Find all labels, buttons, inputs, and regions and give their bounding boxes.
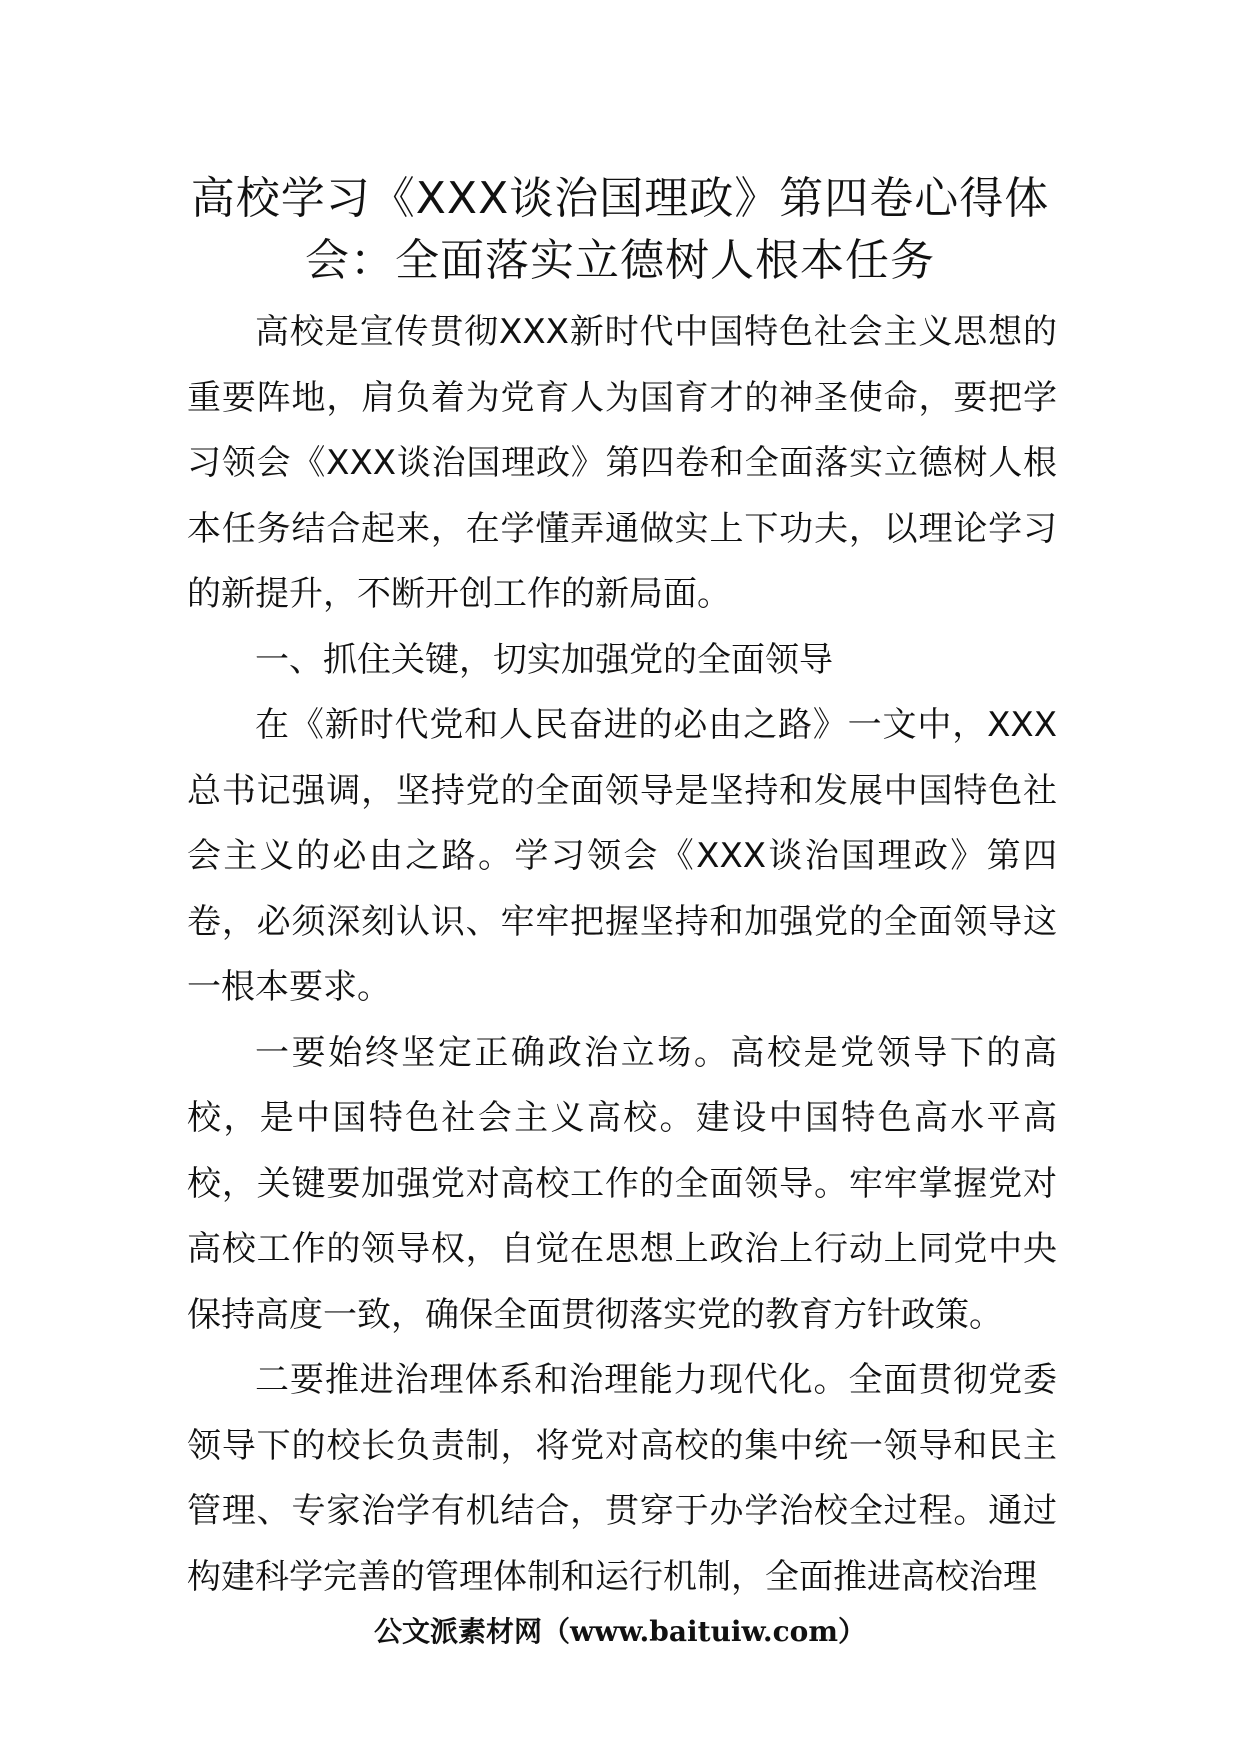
document-title [180,168,1060,292]
body-paragraph: 在《新时代党和人民奋进的必由之路》一文中，XXX总书记强调，坚持党的全面领导是坚持和发展中国特色社会主义的必由之路。学习领会《XXX谈治国理政》第四卷，必须深刻认识、牢牢把握坚持和加强党的全面领导这一根本要求。 [187,705,1057,1007]
body-paragraph: 一要始终坚定正确政治立场。高校是党领导下的高校，是中国特色社会主义高校。建设中国特色高水平高校，关键要加强党对高校工作的全面领导。牢牢掌握党对高校工作的领导权，自觉在思想上政治上行动上同党中央保持高度一致，确保全面贯彻落实党的教育方针政策。 [187,1032,1057,1335]
intro-paragraph: 高校是宣传贯彻XXX新时代中国特色社会主义思想的重要阵地，肩负着为党育人为国育才的神圣使命，要把学习领会《XXX谈治国理政》第四卷和全面落实立德树人根本任务结合起来，在学懂弄通做实上下功夫，以理论学习的新提升，不断开创工作的新局面。 [187,312,1057,614]
document-body [187,300,1057,1610]
footer-watermark: 公文派素材网（www.baituiw.com） [374,1615,866,1648]
section-heading-1: 一、抓住关键，切实加强党的全面领导 [255,639,833,680]
body-paragraph: 二要推进治理体系和治理能力现代化。全面贯彻党委领导下的校长负责制，将党对高校的集中统一领导和民主管理、专家治学有机结合，贯穿于办学治校全过程。通过构建科学完善的管理体制和运行机制，全面推进高校治理 [187,1360,1057,1597]
title-line-1: 高校学习《XXX谈治国理政》第四卷心得体 [190,173,1050,224]
title-line-2: 会：全面落实立德树人根本任务 [305,235,935,286]
